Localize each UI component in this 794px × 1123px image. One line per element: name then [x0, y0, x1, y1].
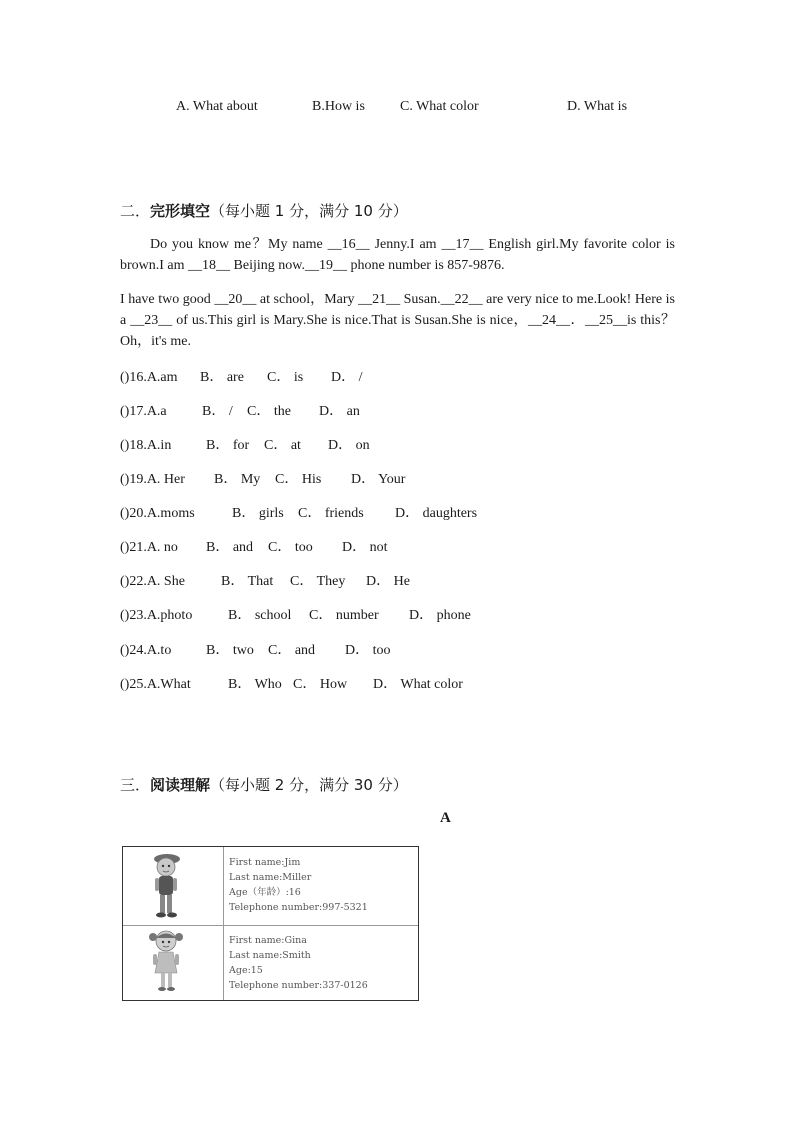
section-3-title: 阅读理解 — [150, 776, 211, 794]
last-name: Last name:Miller — [229, 872, 312, 883]
question-number: ()24.A.to — [120, 643, 172, 658]
choice-c: C． They — [290, 574, 346, 589]
cloze-paragraph-2: I have two good __20__ at school，Mary __21__ Susan.__22__ are very nice to me.Look! Here is a __23__ of us.This girl is Mary.She is nice.That is Susan.She is nice，__24__．__25__is this？Oh，it's me. — [120, 292, 675, 349]
option-c: C. What color — [400, 99, 479, 114]
section-2-heading — [120, 200, 408, 221]
question-number: ()22.A. She — [120, 574, 185, 589]
info-card-gina — [123, 925, 418, 1000]
cloze-paragraph-1: Do you know me？My name __16__ Jenny.I am __17__ English girl.My favorite color is brown.I am __18__ Beijing now.__19__ phone number is 857-9876. — [120, 237, 675, 273]
first-name: First name:Gina — [229, 935, 307, 946]
jim-details — [229, 855, 368, 915]
choice-b: B． That — [221, 574, 274, 589]
question-number: ()21.A. no — [120, 540, 178, 555]
first-name: First name:Jim — [229, 857, 301, 868]
telephone-number: Telephone number:997-5321 — [229, 902, 368, 913]
section-2-title: 完形填空 — [150, 202, 211, 220]
choice-b: B． My — [214, 472, 261, 487]
age: Age:15 — [229, 965, 263, 976]
options-row — [176, 99, 646, 117]
choice-c: C． How — [293, 677, 348, 692]
age: Age（年龄）:16 — [229, 887, 301, 898]
section-3-heading — [120, 774, 408, 795]
choice-d: D． Your — [351, 472, 406, 487]
choice-d: D． phone — [409, 608, 471, 623]
girl-cartoon-image — [123, 925, 223, 1000]
choice-d: D． daughters — [395, 506, 478, 521]
boy-cartoon-image — [123, 847, 223, 925]
info-card-table — [122, 846, 419, 1001]
girl-illustration — [123, 925, 224, 1000]
question-number: ()25.A.What — [120, 677, 191, 692]
question-18 — [120, 434, 370, 454]
choice-b: B． girls — [232, 506, 284, 521]
question-25 — [120, 673, 463, 693]
choice-d: D． He — [366, 574, 410, 589]
section-2-number: 二． — [120, 202, 151, 220]
question-number: ()17.A.a — [120, 404, 167, 419]
choice-c: C． His — [275, 472, 322, 487]
choice-b: B． school — [228, 608, 292, 623]
question-number: ()23.A.photo — [120, 608, 193, 623]
question-number: ()19.A. Her — [120, 472, 185, 487]
choice-c: C． at — [264, 438, 301, 453]
choice-b: B． two — [206, 643, 254, 658]
question-number: ()18.A.in — [120, 438, 172, 453]
choice-b: B． Who — [228, 677, 282, 692]
choice-c: C． too — [268, 540, 313, 555]
last-name: Last name:Smith — [229, 950, 311, 961]
question-16 — [120, 366, 363, 386]
question-17 — [120, 400, 360, 420]
choice-c: C． is — [267, 370, 304, 385]
choice-b: B． and — [206, 540, 254, 555]
section-3-number: 三． — [120, 776, 151, 794]
choice-b: B． / — [202, 404, 233, 419]
question-20 — [120, 502, 477, 522]
choice-c: C． friends — [298, 506, 364, 521]
option-b: B.How is — [312, 99, 365, 114]
question-number: ()20.A.moms — [120, 506, 195, 521]
section-3-note: （每小题 2 分，满分 30 分） — [210, 776, 408, 794]
choice-d: D． / — [331, 370, 363, 385]
question-number: ()16.A.am — [120, 370, 178, 385]
telephone-number: Telephone number:337-0126 — [229, 980, 368, 991]
option-a: A. What about — [176, 99, 258, 114]
choice-d: D． too — [345, 643, 391, 658]
choice-d: D． not — [342, 540, 388, 555]
choice-b: B． are — [200, 370, 244, 385]
choice-c: C． and — [268, 643, 316, 658]
choice-d: D． What color — [373, 677, 463, 692]
choice-b: B． for — [206, 438, 250, 453]
choice-d: D． an — [319, 404, 360, 419]
passage-label: A — [440, 810, 451, 826]
question-23 — [120, 604, 471, 624]
question-24 — [120, 639, 391, 659]
section-2-note: （每小题 1 分，满分 10 分） — [210, 202, 408, 220]
option-d: D. What is — [567, 99, 628, 114]
choice-d: D． on — [328, 438, 370, 453]
boy-illustration — [123, 847, 224, 925]
choice-c: C． number — [309, 608, 379, 623]
info-card-jim — [123, 847, 418, 926]
choice-c: C． the — [247, 404, 291, 419]
gina-details — [229, 933, 368, 993]
question-21 — [120, 536, 388, 556]
question-22 — [120, 570, 410, 590]
question-19 — [120, 468, 405, 488]
